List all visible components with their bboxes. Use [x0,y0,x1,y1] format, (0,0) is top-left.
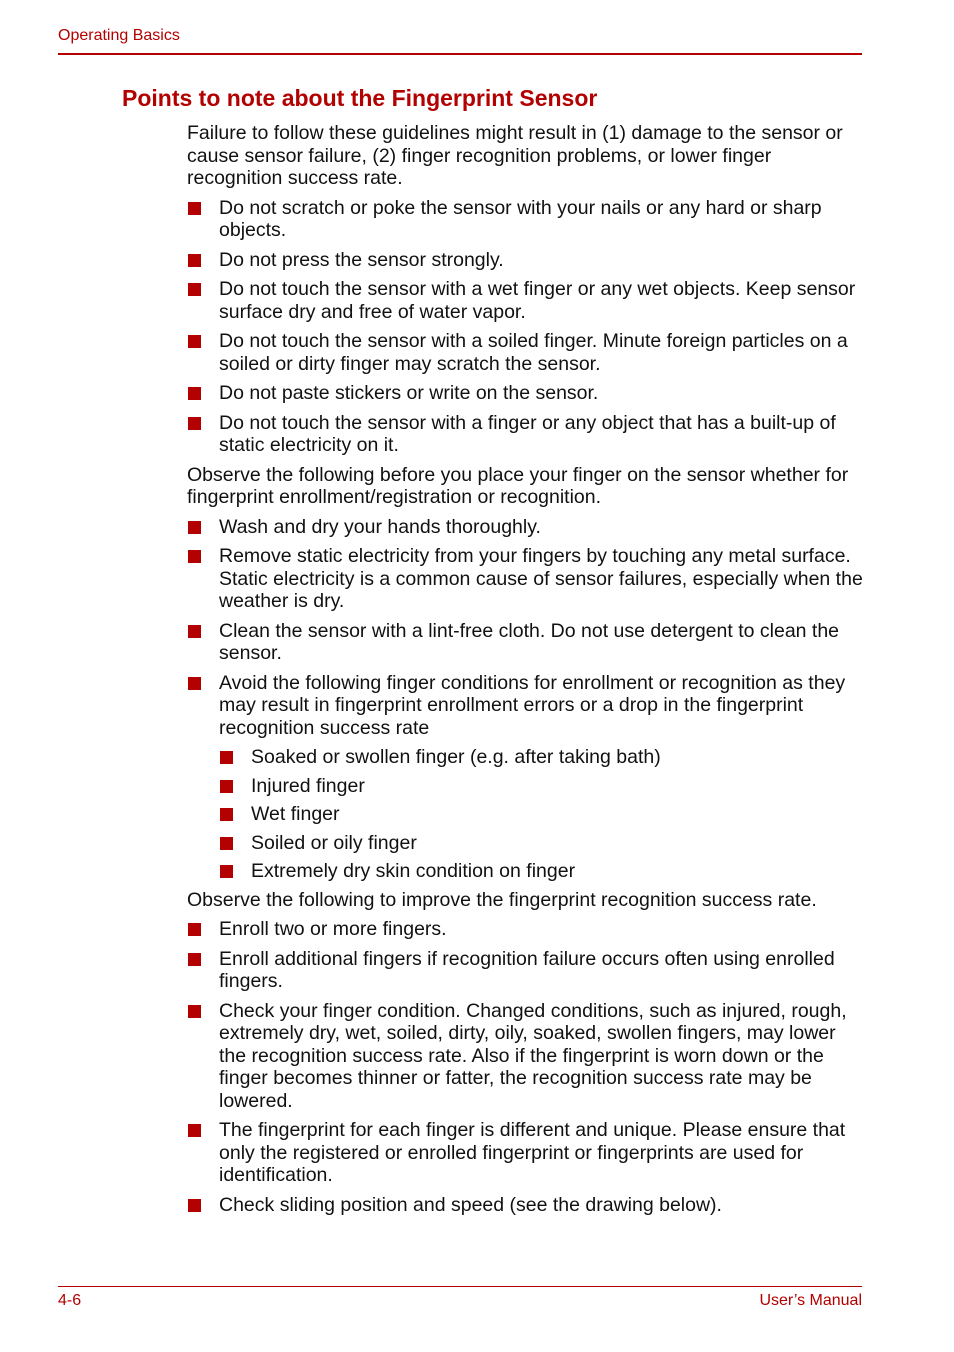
page-header [58,26,862,46]
sublist-item: Extremely dry skin condition on finger [219,860,863,883]
intro-paragraph: Failure to follow these guidelines might result in (1) damage to the sensor or cause sensor failure, (2) finger recognition problems, or lower finger recognition success rate. [187,122,843,189]
main-content [187,122,863,1223]
improve-rate-paragraph: Observe the following to improve the fingerprint recognition success rate. [187,888,817,911]
sublist-item: Wet finger [219,803,863,826]
list-item: Enroll additional fingers if recognition failure occurs often using enrolled fingers. [187,948,863,993]
list-item: Do not touch the sensor with a soiled finger. Minute foreign particles on a soiled or dirty finger may scratch the sensor. [187,330,863,375]
sublist-item: Injured finger [219,775,863,798]
footer-divider [58,1286,862,1287]
list-item: Do not paste stickers or write on the sensor. [187,382,863,405]
preparation-list [187,516,863,740]
improvement-list [187,918,863,1216]
list-item: Check your finger condition. Changed conditions, such as injured, rough, extremely dry, wet, soiled, dirty, oily, soaked, swollen fingers, may lower the recognition success rate. Also if the fingerprint is worn down or the finger becomes thinner or fatter, the recognition success rate may be lowered. [187,1000,863,1113]
header-divider [58,53,862,55]
page-number: 4-6 [58,1292,82,1309]
list-item: Remove static electricity from your fingers by touching any metal surface. Static electricity is a common cause of sensor failures, especially when the weather is dry. [187,545,863,613]
list-item: Check sliding position and speed (see the drawing below). [187,1194,863,1217]
list-item: Do not scratch or poke the sensor with your nails or any hard or sharp objects. [187,197,863,242]
list-item: Clean the sensor with a lint-free cloth. Do not use detergent to clean the sensor. [187,620,863,665]
sublist-item: Soaked or swollen finger (e.g. after taking bath) [219,746,863,769]
list-item: The fingerprint for each finger is different and unique. Please ensure that only the registered or enrolled fingerprint or fingerprints are used for identification. [187,1119,863,1187]
page-footer [58,1286,862,1316]
sublist-item: Soiled or oily finger [219,832,863,855]
list-item: Do not press the sensor strongly. [187,249,863,272]
list-item: Do not touch the sensor with a wet finger or any wet objects. Keep sensor surface dry and free of water vapor. [187,278,863,323]
list-item: Wash and dry your hands thoroughly. [187,516,863,539]
list-item: Enroll two or more fingers. [187,918,863,941]
list-item: Avoid the following finger conditions for enrollment or recognition as they may result in fingerprint enrollment errors or a drop in the fingerprint recognition success rate [187,672,863,740]
manual-title: User’s Manual [759,1292,862,1309]
sensor-care-list [187,197,863,457]
finger-conditions-sublist [219,746,863,883]
page-title: Points to note about the Fingerprint Sensor [122,85,598,111]
section-title: Operating Basics [58,27,180,44]
list-item: Do not touch the sensor with a finger or any object that has a built-up of static electricity on it. [187,412,863,457]
before-placing-paragraph: Observe the following before you place your finger on the sensor whether for fingerprint enrollment/registration or recognition. [187,463,849,508]
